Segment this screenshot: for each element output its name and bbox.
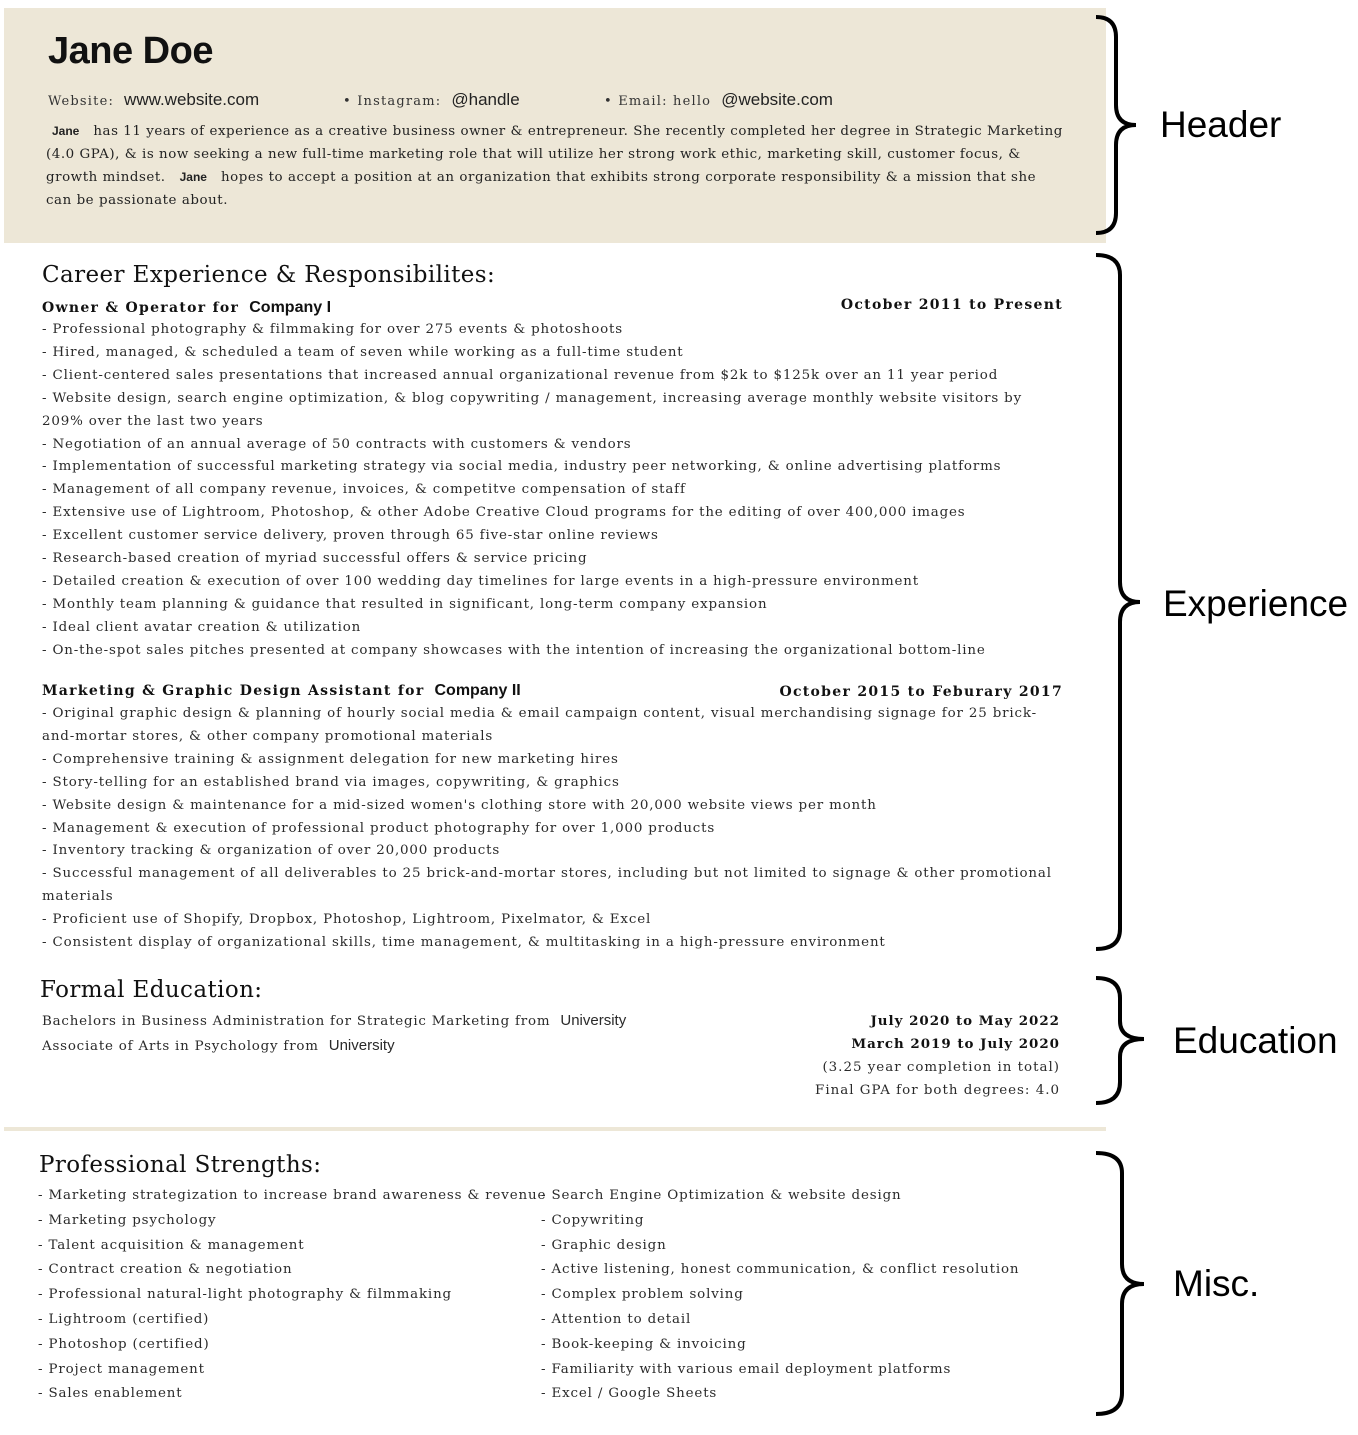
degree-2-name: Associate of Arts in Psychology from: [42, 1039, 319, 1054]
job-bullet: - Consistent display of organizational skills, time management, & multitasking in a high-pressure environment: [42, 935, 886, 951]
email-value: @website.com: [721, 90, 833, 109]
summary-paragraph: [46, 120, 1066, 212]
strength-item: - Attention to detail: [541, 1311, 692, 1327]
job-bullet: - Client-centered sales presentations that increased annual organizational revenue from $2k to $125k over an 11 year period: [42, 367, 999, 383]
strength-item: - Marketing psychology: [38, 1212, 217, 1228]
job-2-bullets: [42, 703, 1062, 955]
instagram-label: • Instagram:: [343, 94, 442, 109]
strengths-left-list: [38, 1184, 546, 1407]
strength-item: - Talent acquisition & management: [38, 1237, 305, 1253]
final-gpa: Final GPA for both degrees: 4.0: [815, 1083, 1060, 1098]
job-bullet: - Research-based creation of myriad successful offers & service pricing: [42, 551, 588, 567]
degree-2-dates: March 2019 to July 2020: [851, 1036, 1060, 1052]
job-2-dates: October 2015 to Feburary 2017: [779, 684, 1063, 700]
completion-note: (3.25 year completion in total): [822, 1060, 1060, 1075]
section-divider: [4, 1127, 1106, 1131]
header-label: Header: [1160, 104, 1282, 145]
strength-item: - Professional natural-light photography & filmmaking: [38, 1287, 452, 1303]
job-2-company: Company II: [434, 682, 521, 699]
resume-name: Jane Doe: [48, 30, 213, 72]
job-1-bullets: [42, 319, 1062, 663]
strength-item: - Complex problem solving: [541, 1287, 744, 1303]
contact-website: [48, 90, 259, 110]
job-bullet: - Professional photography & filmmaking for over 275 events & photoshoots: [42, 322, 624, 337]
job-bullet: - Extensive use of Lightroom, Photoshop, & other Adobe Creative Cloud programs for the editing of over 400,000 images: [42, 505, 966, 521]
header-bracket: [1094, 14, 1154, 236]
website-label: Website:: [48, 94, 115, 109]
misc-label: Misc.: [1173, 1263, 1260, 1304]
job-bullet: - Detailed creation & execution of over 100 wedding day timelines for large events in a high-pressure environment: [42, 573, 919, 589]
job-bullet: - Management & execution of professional product photography for over 1,000 products: [42, 820, 716, 836]
job-1-title: [42, 299, 331, 317]
job-bullet: - Monthly team planning & guidance that resulted in significant, long-term company expansion: [42, 596, 768, 612]
degree-2-school: University: [328, 1037, 395, 1054]
summary-name-2: Jane: [179, 170, 207, 184]
website-value: www.website.com: [124, 90, 260, 109]
summary-name: Jane: [52, 124, 80, 138]
education-bracket: [1094, 975, 1154, 1107]
experience-label: Experience: [1163, 583, 1349, 624]
job-2-role: Marketing & Graphic Design Assistant for: [42, 683, 425, 699]
job-bullet: - Inventory tracking & organization of over 20,000 products: [42, 843, 501, 859]
strength-item: - Sales enablement: [38, 1386, 183, 1402]
strength-item: - Search Engine Optimization & website design: [541, 1188, 902, 1203]
strength-item: - Graphic design: [541, 1237, 667, 1253]
job-bullet: - Successful management of all deliverables to 25 brick-and-mortar stores, including but not limited to signage & other promotional materials: [42, 866, 1052, 905]
strength-item: - Marketing strategization to increase brand awareness & revenue: [38, 1188, 547, 1203]
job-bullet: - Excellent customer service delivery, proven through 65 five-star online reviews: [42, 528, 659, 544]
job-bullet: - Proficient use of Shopify, Dropbox, Photoshop, Lightroom, Pixelmator, & Excel: [42, 912, 652, 928]
education-dates: [815, 1010, 1060, 1102]
instagram-value: @handle: [451, 90, 520, 109]
degree-1-name: Bachelors in Business Administration for Strategic Marketing from: [42, 1014, 551, 1029]
job-bullet: - Implementation of successful marketing strategy via social media, industry peer networking, & online advertising platforms: [42, 459, 1002, 475]
job-bullet: - Story-telling for an established brand via images, copywriting, & graphics: [42, 774, 620, 790]
job-1-company: Company I: [249, 299, 332, 316]
job-bullet: - Ideal client avatar creation & utilization: [42, 619, 362, 635]
job-bullet: - Website design & maintenance for a mid-sized women's clothing store with 20,000 website views per month: [42, 797, 877, 813]
job-1-role: Owner & Operator for: [42, 300, 240, 316]
strength-item: - Book-keeping & invoicing: [541, 1336, 747, 1352]
email-label: • Email: hello: [604, 94, 712, 109]
job-bullet: - Negotiation of an annual average of 50 contracts with customers & vendors: [42, 436, 632, 452]
misc-bracket: [1094, 1150, 1154, 1418]
experience-bracket: [1094, 252, 1154, 952]
job-bullet: - Website design, search engine optimization, & blog copywriting / management, increasing average monthly website visitors by 209% over the last two years: [42, 390, 1023, 429]
job-bullet: - On-the-spot sales pitches presented at company showcases with the intention of increasing the organizational bottom-line: [42, 642, 986, 658]
strengths-right-list: [541, 1184, 1019, 1407]
degree-1-dates: July 2020 to May 2022: [870, 1013, 1060, 1029]
degree-1-school: University: [560, 1012, 627, 1029]
degree-1: [42, 1012, 626, 1029]
job-1-dates: October 2011 to Present: [840, 297, 1063, 313]
strength-item: - Contract creation & negotiation: [38, 1262, 293, 1278]
job-2-title: [42, 682, 521, 700]
strength-item: - Project management: [38, 1361, 205, 1377]
strength-item: - Familiarity with various email deployment platforms: [541, 1361, 952, 1377]
job-bullet: - Management of all company revenue, invoices, & competitve compensation of staff: [42, 482, 686, 498]
strength-item: - Photoshop (certified): [38, 1336, 210, 1352]
experience-title: Career Experience & Responsibilites:: [42, 262, 496, 288]
education-label: Education: [1173, 1020, 1338, 1061]
contact-instagram: [343, 90, 520, 110]
summary-text-1: has 11 years of experience as a creative business owner & entrepreneur. She recently completed her degree in Strategic Marketing (4.0 GPA), & is now seeking a new full-time marketing role that will utilize her strong work ethic, marketing skill, customer focus, & growth mindset.: [46, 124, 1063, 185]
degree-2: [42, 1037, 395, 1054]
job-bullet: - Hired, managed, & scheduled a team of seven while working as a full-time student: [42, 344, 684, 360]
job-bullet: - Original graphic design & planning of hourly social media & email campaign content, visual merchandising signage for 25 brick-and-mortar stores, & other company promotional materials: [42, 706, 1037, 744]
education-title: Formal Education:: [40, 977, 263, 1003]
strength-item: - Excel / Google Sheets: [541, 1386, 718, 1402]
contact-email: [604, 90, 833, 110]
strength-item: - Copywriting: [541, 1212, 645, 1228]
strength-item: - Active listening, honest communication, & conflict resolution: [541, 1262, 1020, 1278]
strength-item: - Lightroom (certified): [38, 1311, 210, 1327]
strengths-title: Professional Strengths:: [39, 1152, 322, 1178]
job-bullet: - Comprehensive training & assignment delegation for new marketing hires: [42, 751, 619, 767]
summary-text-2: hopes to accept a position at an organization that exhibits strong corporate responsibility & a mission that she can be passionate about.: [46, 170, 1037, 208]
